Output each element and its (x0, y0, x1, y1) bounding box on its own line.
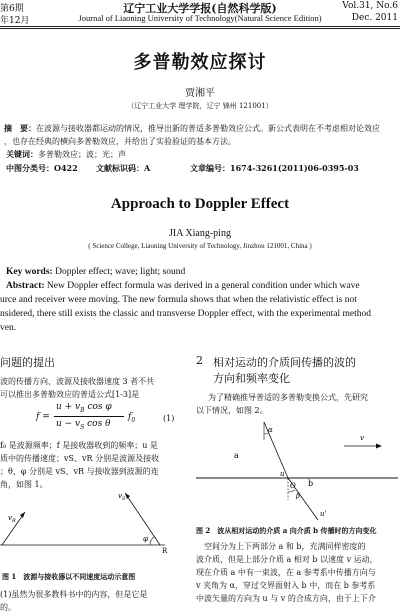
section-heading-1: 问题的提出 (0, 356, 55, 369)
left-para-line8: 的。 (0, 603, 16, 612)
article-number: 文章编号：1674-3261(2011)06-0395-03 (190, 163, 359, 173)
formula-1 (36, 402, 176, 436)
left-para-line2: 可以推出多普勒效应的普适公式[1-3]是 (0, 390, 140, 399)
volume-date: Dec. 2011 (351, 13, 398, 23)
right-para-line3: 空间分为上下两部分 a 和 b，充满同样密度的 (196, 542, 366, 551)
equation-number-1: (1) (163, 414, 175, 423)
abstract-en-label: Abstract: (6, 281, 45, 291)
section-heading-2-line2: 方向和频率变化 (213, 372, 290, 385)
section-heading-2-number: 2 (196, 354, 203, 367)
keywords-en-text: Doppler effect; wave; light; sound (52, 267, 186, 277)
author-cn: 贾湘平 (185, 88, 215, 99)
fig1-label-phi: φ (143, 535, 148, 543)
right-para-line6: v 夹角为 α，穿过交界面射入 b 中，而在 b 参考系 (196, 581, 376, 590)
fig2-label-uprime: u' (320, 510, 327, 518)
section-heading-2-line1: 相对运动的介质间传播的波的 (213, 356, 356, 369)
right-para-line7: 中波矢量的方向为 u 与 v 的合成方向，由于上下介 (196, 594, 376, 603)
volume-number: Vol.31, No.6 (342, 1, 398, 11)
fig2-label-O: O (290, 482, 296, 490)
abstract-en (6, 281, 360, 291)
fig2-label-alpha: α (268, 426, 273, 434)
fig2-label-u: u (280, 470, 285, 478)
figure-2 (196, 418, 398, 523)
affiliation-cn: （辽宁工业大学 理学院，辽宁 锦州 121001） (127, 102, 273, 110)
issue-number: 第6期 (0, 4, 24, 14)
fig2-label-beta: β (296, 492, 301, 500)
fraction-bar (54, 416, 124, 417)
left-para-line4: 质中的传播速度；vS、vR 分别是波源及接收 (0, 454, 160, 463)
keywords-cn (6, 149, 126, 160)
journal-title-cn: 辽宁工业大学学报(自然科学版) (123, 2, 277, 15)
abstract-cn-line1: 在波源与接收器都运动的情况，推导出新的普适多普勒效应公式。新公式表明在不考虑相对论效应 (36, 124, 380, 133)
title-cn: 多普勒效应探讨 (133, 52, 267, 73)
left-para-line3: f₀ 是波源频率；f 是接收器收到的频率；u 是 (0, 441, 158, 450)
clc-number: 中图分类号：O422 (6, 163, 78, 173)
fig2-label-v: v (360, 434, 364, 442)
abstract-en-line4: ven. (0, 323, 17, 333)
fig2-label-a: a (234, 451, 239, 460)
keywords-cn-label: 关键词： (6, 149, 38, 159)
keywords-en (6, 267, 185, 277)
fig2-label-b: b (308, 479, 314, 488)
fig2-velocity-arrowhead (376, 444, 382, 449)
keywords-cn-text: 多普勒效应；波；光；声 (38, 150, 126, 159)
journal-title-en: Journal of Liaoning University of Technology(Natural Science Edition) (78, 13, 322, 23)
right-para-line4: 波介质，但是上部分介质 a 相对 b 以速度 v 运动， (196, 555, 378, 564)
figure-1 (0, 490, 175, 560)
formula-numerator: $u + v_B$ cos φ (56, 402, 112, 414)
abstract-cn-line2: ，也存在经典的横向多普勒效应，并给出了实验验证的基本方法。 (4, 137, 236, 146)
right-para-line2: 以下情况，如图 2。 (196, 406, 268, 415)
formula-denominator: $u - v_S$ cos θ (56, 419, 111, 431)
abstract-cn (4, 123, 380, 134)
abstract-cn-label: 摘 要： (4, 123, 36, 133)
abstract-en-line1: New Doppler effect formula was derived in a general condition under which wave (44, 281, 360, 291)
fig1-vr-vector (2, 512, 25, 545)
affiliation-en: ( Science College, Liaoning University of Technology, Jinzhou 121001, China ) (88, 242, 312, 250)
right-para-line5: 现在介质 a 中有一束波，在 a 参考系中传播方向与 (196, 568, 376, 577)
fig1-phi-arc (150, 537, 154, 545)
fig1-vr-arrowhead (20, 512, 25, 518)
fig1-label-r: R (162, 547, 168, 555)
author-en: JIA Xiang-ping (169, 228, 231, 239)
fig1-label-vs: $v_S$ (118, 492, 126, 502)
figure-1-caption: 图 1 波源与接收器以不同速度运动示意图 (2, 572, 136, 581)
right-para-line1: 为了精确推导普适的多普勒变换公式，先研究 (208, 393, 368, 402)
header-rule (0, 26, 400, 27)
header-rule-2 (0, 28, 400, 29)
figure-2-caption: 图 2 波从相对运动的介质 a 向介质 b 传播时的方向变化 (196, 526, 377, 535)
document-code: 文献标识码：A (96, 163, 151, 173)
left-para-line1: 波的传播方向、波源及接收器速度 3 者不共 (0, 377, 155, 386)
abstract-en-line2: urce and receiver were moving. The new formula shows that when the relativistic effect is not (0, 295, 357, 305)
abstract-en-line3: nsidered, there still exists the classic and transverse Doppler effect, with the experimental method (0, 309, 371, 319)
fig2-beta-arc (288, 490, 295, 492)
fig1-label-vr: $v_R$ (8, 514, 16, 524)
formula-lhs: f = (36, 412, 50, 422)
issue-date: 年12月 (0, 16, 30, 26)
left-para-line6: 角，如图 1。 (0, 480, 48, 489)
keywords-en-label: Key words: (6, 267, 53, 277)
fig1-vs-arrowhead (125, 493, 130, 499)
left-para-line5: ；θ、φ 分别是 vS、vR 与接收器到波源的连 (0, 467, 159, 476)
left-para-line7: (1)虽然为很多教科书中的内容，但是它是 (0, 590, 148, 599)
formula-f0: $f_0$ (128, 412, 136, 424)
title-en: Approach to Doppler Effect (110, 196, 290, 212)
